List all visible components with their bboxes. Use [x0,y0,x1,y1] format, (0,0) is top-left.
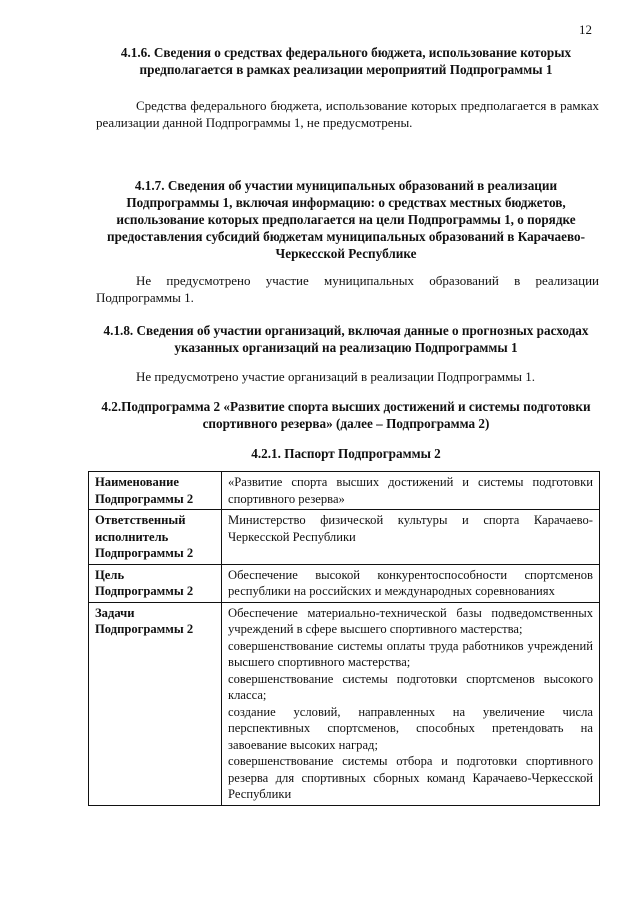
task-item: Обеспечение материально-технической базы подведомственных учреждений в сфере высшего спортивного мастерства; [228,605,593,636]
row-value-executor [222,510,600,565]
table-row [89,510,600,565]
table-row [89,472,600,510]
page-number: 12 [579,22,592,37]
row-name-executor: Ответственный исполнитель Подпрограммы 2 [89,510,222,565]
task-item: совершенствование системы подготовки спортсменов высокого класса; [228,671,593,702]
row-name-goal: Цель Подпрограммы 2 [89,564,222,602]
task-item: совершенствование системы отбора и подготовки спортивного резерва для спортивных сборных команд Карачаево-Черкесской Республики [228,754,593,801]
row-value-goal [222,564,600,602]
table-row [89,564,600,602]
row-value-tasks [222,602,600,805]
row-name-tasks: Задачи Подпрограммы 2 [89,602,222,805]
section-4-1-6-heading: 4.1.6. Сведения о средствах федерального бюджета, использование которых предполагается в рамках реализации мероприятий Подпрограммы 1 [120,45,572,77]
section-4-2-heading: 4.2.Подпрограмма 2 «Развитие спорта высших достижений и системы подготовки спортивного резерва» (далее – Подпрограмма 2) [101,399,591,431]
task-item: создание условий, направленных на увеличение числа перспективных спортсменов, способных претендовать на завоевание высоких наград; [228,704,593,752]
value-line: Обеспечение высокой конкурентоспособности спортсменов республики на российских и международных соревнованиях [228,567,593,598]
section-4-1-8-text: Не предусмотрено участие организаций в реализации Подпрограммы 1. [136,369,536,384]
value-line: Министерство физической культуры и спорта Карачаево-Черкесской Республики [228,513,593,544]
value-line: «Развитие спорта высших достижений и системы подготовки спортивного резерва» [228,475,593,506]
row-value-title [222,472,600,510]
row-name-title: Наименование Подпрограммы 2 [89,472,222,510]
section-4-2-1-heading: 4.2.1. Паспорт Подпрограммы 2 [251,446,441,461]
task-item: совершенствование системы оплаты труда работников учреждений высшего спортивного мастерства; [228,638,593,669]
section-4-1-6-text: Средства федерального бюджета, использование которых предполагается в рамках реализации данной Подпрограммы 1, не предусмотрены. [96,98,599,130]
table-row [89,602,600,805]
section-4-1-7-heading: 4.1.7. Сведения об участии муниципальных образований в реализации Подпрограммы 1, включая информацию: о средствах местных бюджетов, использование которых предполагается на цели Подпрограммы 1, о порядке предоставления субсидий бюджетам муниципальных образований в Карачаево-Черкесской Республике [107,178,585,261]
section-4-1-8-heading: 4.1.8. Сведения об участии организаций, включая данные о прогнозных расходах указанных организаций на реализацию Подпрограммы 1 [103,323,589,355]
section-4-1-7-text: Не предусмотрено участие муниципальных образований в реализации Подпрограммы 1. [96,273,599,305]
passport-table [88,471,600,806]
